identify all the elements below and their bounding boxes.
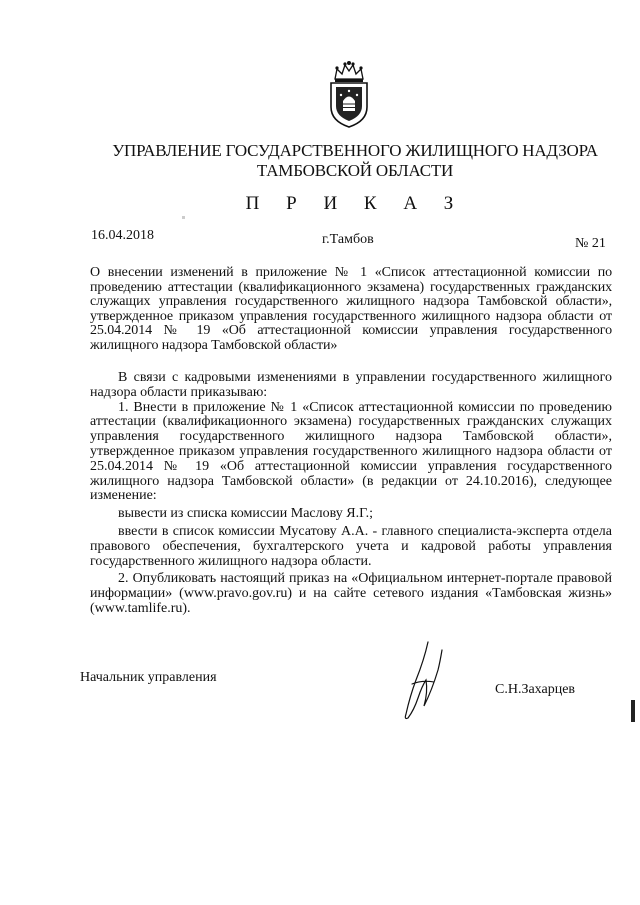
- document-title: П Р И К А З: [245, 193, 465, 214]
- order-body: [90, 371, 612, 617]
- signatory-position: Начальник управления: [80, 670, 217, 685]
- signatory-name: С.Н.Захарцев: [495, 682, 576, 697]
- order-city: г.Тамбов: [322, 232, 374, 247]
- preamble-paragraph: В связи с кадровыми изменениями в управлении государственного жилищного надзора области приказываю:: [90, 370, 612, 400]
- order-number: № 21: [575, 236, 606, 251]
- scan-dot: [182, 216, 185, 219]
- organization-name: УПРАВЛЕНИЕ ГОСУДАРСТВЕННОГО ЖИЛИЩНОГО НАДЗОРА: [112, 141, 598, 160]
- add-member-paragraph: ввести в список комиссии Мусатову А.А. - главного специалиста-эксперта отдела правового обеспечения, бухгалтерского учета и кадровой работы управления государственного жилищного надзора области.: [90, 523, 612, 569]
- organization-region: ТАМБОВСКОЙ ОБЛАСТИ: [256, 161, 454, 180]
- order-date: 16.04.2018: [91, 228, 154, 243]
- item-2-paragraph: 2. Опубликовать настоящий приказ на «Официальном интернет-портале правовой информации» (www.pravo.gov.ru) и на сайте сетевого издания «Тамбовская жизнь» (www.tamlife.ru).: [90, 571, 612, 616]
- order-subject: О внесении изменений в приложение № 1 «Список аттестационной комиссии по проведению аттестации (квалификационного экзамена) государственных гражданских служащих управления государственного жилищного надзора Тамбовской области», утвержденное приказом управления государственного жилищного надзора области от 25.04.2014 № 19 «Об аттестационной комиссии управления государственного жилищного надзора Тамбовской области»: [90, 265, 612, 353]
- remove-member-paragraph: вывести из списка комиссии Маслову Я.Г.;: [118, 506, 373, 522]
- coat-of-arms-icon: [326, 59, 372, 129]
- scan-edge-mark: [631, 700, 635, 722]
- item-1-paragraph: 1. Внести в приложение № 1 «Список аттестационной комиссии по проведению аттестации (квалификационного экзамена) государственных гражданских служащих управления государственного жилищного надзора Тамбовской области», утвержденное приказом управления государственного жилищного надзора области от 25.04.2014 № 19 «Об аттестационной комиссии управления государственного жилищного надзора Тамбовской области» (в редакции от 24.10.2016), следующее изменение:: [90, 399, 612, 504]
- handwritten-signature: [398, 640, 448, 722]
